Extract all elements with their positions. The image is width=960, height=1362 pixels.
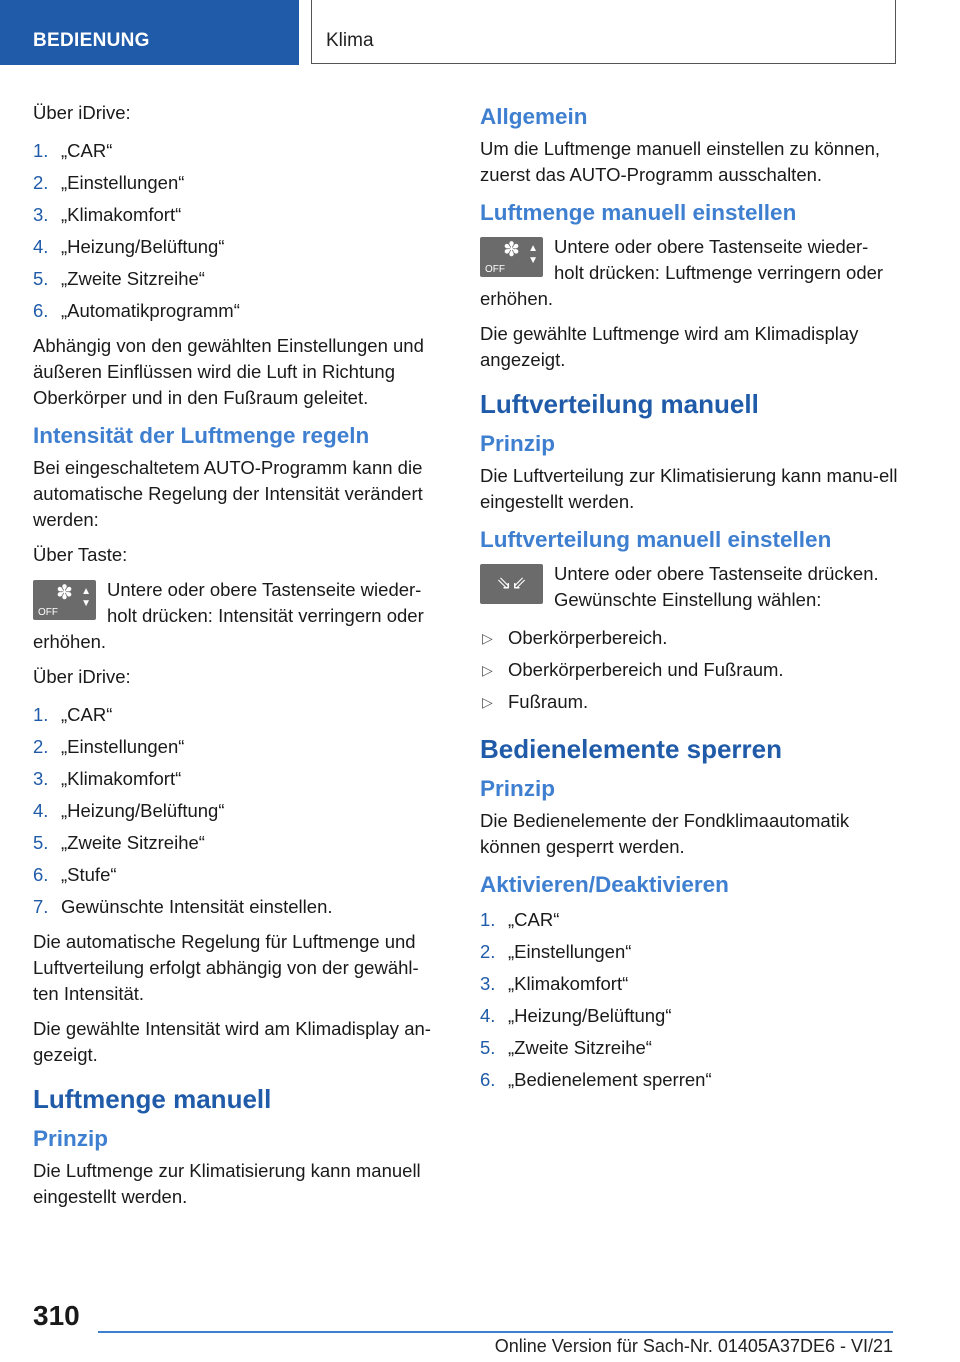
list-item-text: „Einstellungen“ xyxy=(61,736,185,757)
bullet-icon: ▷ xyxy=(482,694,493,710)
key-instruction xyxy=(33,577,438,655)
heading-set-distribution: Luftverteilung manuell einstellen xyxy=(480,527,832,552)
intro-text: Über Taste: xyxy=(33,544,128,565)
fan-off-key-icon: ✽ OFF ▲ ▼ xyxy=(33,580,96,620)
list-item-text: „Klimakomfort“ xyxy=(508,973,629,994)
intro-text: Über iDrive: xyxy=(33,666,131,687)
key-instruction-text: Untere oder obere Tastenseite wieder-holt drücken: Luftmenge verringern oder erhöhen. xyxy=(480,236,884,309)
heading-lock-controls: Bedienelemente sperren xyxy=(480,734,783,764)
bullet-icon: ▷ xyxy=(482,630,493,646)
list-item xyxy=(33,859,438,891)
step-number: 1. xyxy=(33,140,49,161)
list-item-text: „Klimakomfort“ xyxy=(61,768,182,789)
list-item-text: Fußraum. xyxy=(508,691,589,712)
chapter-title: Klima xyxy=(326,30,374,51)
key-instruction-text: Untere oder obere Tastenseite drücken. Gewünschte Einstellung wählen: xyxy=(554,563,879,610)
list-item-text: „Stufe“ xyxy=(61,864,117,885)
list-item xyxy=(33,731,438,763)
heading-manual-air: Luftmenge manuell xyxy=(33,1084,272,1114)
step-number: 2. xyxy=(33,736,49,757)
list-item xyxy=(33,199,438,231)
list-item xyxy=(480,936,898,968)
list-item-text: „Zweite Sitzreihe“ xyxy=(61,268,205,289)
step-number: 1. xyxy=(480,909,496,930)
list-item-text: „Heizung/Belüftung“ xyxy=(508,1005,672,1026)
steps-list-intensity xyxy=(33,699,438,923)
step-number: 3. xyxy=(480,973,496,994)
key-instruction xyxy=(480,234,898,312)
list-item xyxy=(480,1032,898,1064)
list-item xyxy=(33,167,438,199)
list-item-text: Oberkörperbereich. xyxy=(508,627,668,648)
step-number: 5. xyxy=(480,1037,496,1058)
step-number: 6. xyxy=(480,1069,496,1090)
heading-intensity: Intensität der Luftmenge regeln xyxy=(33,423,370,448)
intro-text: Über iDrive: xyxy=(33,102,131,123)
paragraph: Die Bedienelemente der Fondklimaautomatik können gesperrt werden. xyxy=(480,810,850,857)
list-item xyxy=(33,795,438,827)
list-item xyxy=(33,295,438,327)
section-title: BEDIENUNG xyxy=(33,30,150,51)
step-number: 4. xyxy=(480,1005,496,1026)
list-item xyxy=(33,763,438,795)
page-number: 310 xyxy=(33,1300,80,1331)
heading-air-distribution: Luftverteilung manuell xyxy=(480,389,759,419)
step-number: 5. xyxy=(33,832,49,853)
list-item-text: „CAR“ xyxy=(61,704,113,725)
bullet-icon: ▷ xyxy=(482,662,493,678)
list-item xyxy=(33,827,438,859)
step-number: 4. xyxy=(33,236,49,257)
list-item-text: „Automatikprogramm“ xyxy=(61,300,240,321)
step-number: 6. xyxy=(33,300,49,321)
heading-general: Allgemein xyxy=(480,104,588,129)
list-item xyxy=(33,263,438,295)
step-number: 4. xyxy=(33,800,49,821)
list-item xyxy=(33,135,438,167)
right-column xyxy=(480,100,898,1102)
footer-divider xyxy=(98,1331,893,1333)
paragraph: Bei eingeschaltetem AUTO-Programm kann die automatische Regelung der Intensität verändert werden: xyxy=(33,457,423,530)
list-item xyxy=(33,891,438,923)
heading-principle: Prinzip xyxy=(480,776,556,801)
list-item-text: „Klimakomfort“ xyxy=(61,204,182,225)
list-item xyxy=(480,654,898,686)
list-item xyxy=(480,968,898,1000)
fan-off-key-icon: ✽ OFF ▲ ▼ xyxy=(480,237,543,277)
list-item-text: „CAR“ xyxy=(508,909,560,930)
list-item-text: Oberkörperbereich und Fußraum. xyxy=(508,659,784,680)
list-item-text: Gewünschte Intensität einstellen. xyxy=(61,896,333,917)
list-item-text: „CAR“ xyxy=(61,140,113,161)
heading-set-air-amount: Luftmenge manuell einstellen xyxy=(480,200,797,225)
step-number: 1. xyxy=(33,704,49,725)
heading-principle: Prinzip xyxy=(33,1126,109,1151)
distribution-options xyxy=(480,622,898,718)
key-instruction xyxy=(480,561,898,613)
list-item-text: „Zweite Sitzreihe“ xyxy=(508,1037,652,1058)
key-instruction-text: Untere oder obere Tastenseite wieder-holt drücken: Intensität verringern oder erhöhen. xyxy=(33,579,424,652)
step-number: 3. xyxy=(33,768,49,789)
list-item-text: „Bedienelement sperren“ xyxy=(508,1069,712,1090)
step-number: 6. xyxy=(33,864,49,885)
section-tab xyxy=(0,0,299,65)
step-number: 3. xyxy=(33,204,49,225)
paragraph: Die Luftverteilung zur Klimatisierung kann manu-ell eingestellt werden. xyxy=(480,465,898,512)
paragraph: Abhängig von den gewählten Einstellungen und äußeren Einflüssen wird die Luft in Richtung Oberkörper und in den Fußraum geleitet. xyxy=(33,335,424,408)
steps-list-automatic xyxy=(33,135,438,327)
list-item xyxy=(480,622,898,654)
step-number: 2. xyxy=(480,941,496,962)
list-item-text: „Einstellungen“ xyxy=(508,941,632,962)
left-column xyxy=(33,100,438,1219)
list-item xyxy=(480,1064,898,1096)
list-item-text: „Heizung/Belüftung“ xyxy=(61,236,225,257)
list-item xyxy=(33,231,438,263)
chapter-tab xyxy=(311,0,896,64)
step-number: 5. xyxy=(33,268,49,289)
air-distribution-key-icon: ⇘⇙ xyxy=(480,564,543,604)
step-number: 7. xyxy=(33,896,49,917)
heading-principle: Prinzip xyxy=(480,431,556,456)
footer-text: Online Version für Sach-Nr. 01405A37DE6 - VI/21 xyxy=(494,1336,893,1356)
steps-list-lock xyxy=(480,904,898,1096)
step-number: 2. xyxy=(33,172,49,193)
list-item xyxy=(480,1000,898,1032)
paragraph: Die Luftmenge zur Klimatisierung kann manuell eingestellt werden. xyxy=(33,1160,421,1207)
list-item xyxy=(33,699,438,731)
list-item xyxy=(480,686,898,718)
list-item-text: „Heizung/Belüftung“ xyxy=(61,800,225,821)
heading-activate: Aktivieren/Deaktivieren xyxy=(480,872,729,897)
paragraph: Die gewählte Intensität wird am Klimadisplay an-gezeigt. xyxy=(33,1018,431,1065)
list-item-text: „Einstellungen“ xyxy=(61,172,185,193)
list-item xyxy=(480,904,898,936)
list-item-text: „Zweite Sitzreihe“ xyxy=(61,832,205,853)
paragraph: Um die Luftmenge manuell einstellen zu können, zuerst das AUTO-Programm ausschalten. xyxy=(480,138,881,185)
paragraph: Die gewählte Luftmenge wird am Klimadisplay angezeigt. xyxy=(480,323,859,370)
paragraph: Die automatische Regelung für Luftmenge und Luftverteilung erfolgt abhängig von der gewähl-ten Intensität. xyxy=(33,931,419,1004)
